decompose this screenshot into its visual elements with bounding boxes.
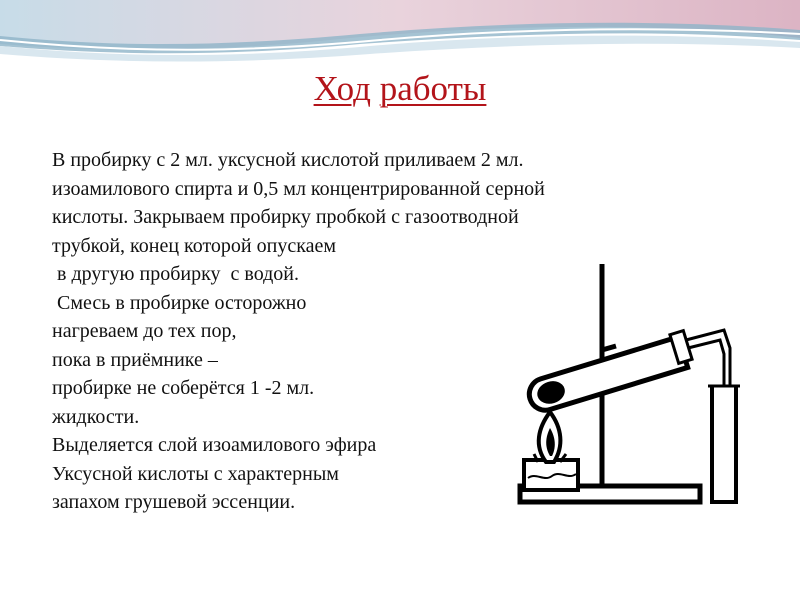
flame-icon	[534, 412, 566, 462]
text-line: запахом грушевой эссенции.	[52, 491, 296, 513]
text-line: кислоты. Закрываем пробирку пробкой с газоотводной	[52, 206, 519, 228]
text-line: пока в приёмнике –	[52, 348, 218, 371]
text-line: жидкости.	[52, 405, 140, 428]
distillation-apparatus-illustration	[498, 250, 760, 524]
text-line: изоамилового спирта и 0,5 мл концентрированной серной	[52, 177, 545, 200]
text-line: пробирке не соберётся 1 -2 мл.	[52, 377, 315, 399]
text-line: трубкой, конец которой опускаем	[52, 234, 337, 257]
text-line: Выделяется слой изоамилового эфира	[52, 434, 377, 456]
text-line: нагреваем до тех пор,	[52, 320, 237, 342]
receiver-test-tube	[708, 386, 740, 502]
slide-title-word-1: Ход	[313, 69, 371, 108]
text-line: Смесь в пробирке осторожно	[52, 291, 307, 314]
slide-title-word-2: работы	[379, 69, 487, 108]
header-wave-decoration	[0, 0, 800, 72]
text-line: Уксусной кислоты с характерным	[52, 462, 339, 485]
slide-title	[0, 68, 800, 110]
text-line: в другую пробирку с водой.	[52, 263, 300, 285]
text-line: В пробирку с 2 мл. уксусной кислотой приливаем 2 мл.	[52, 149, 524, 171]
